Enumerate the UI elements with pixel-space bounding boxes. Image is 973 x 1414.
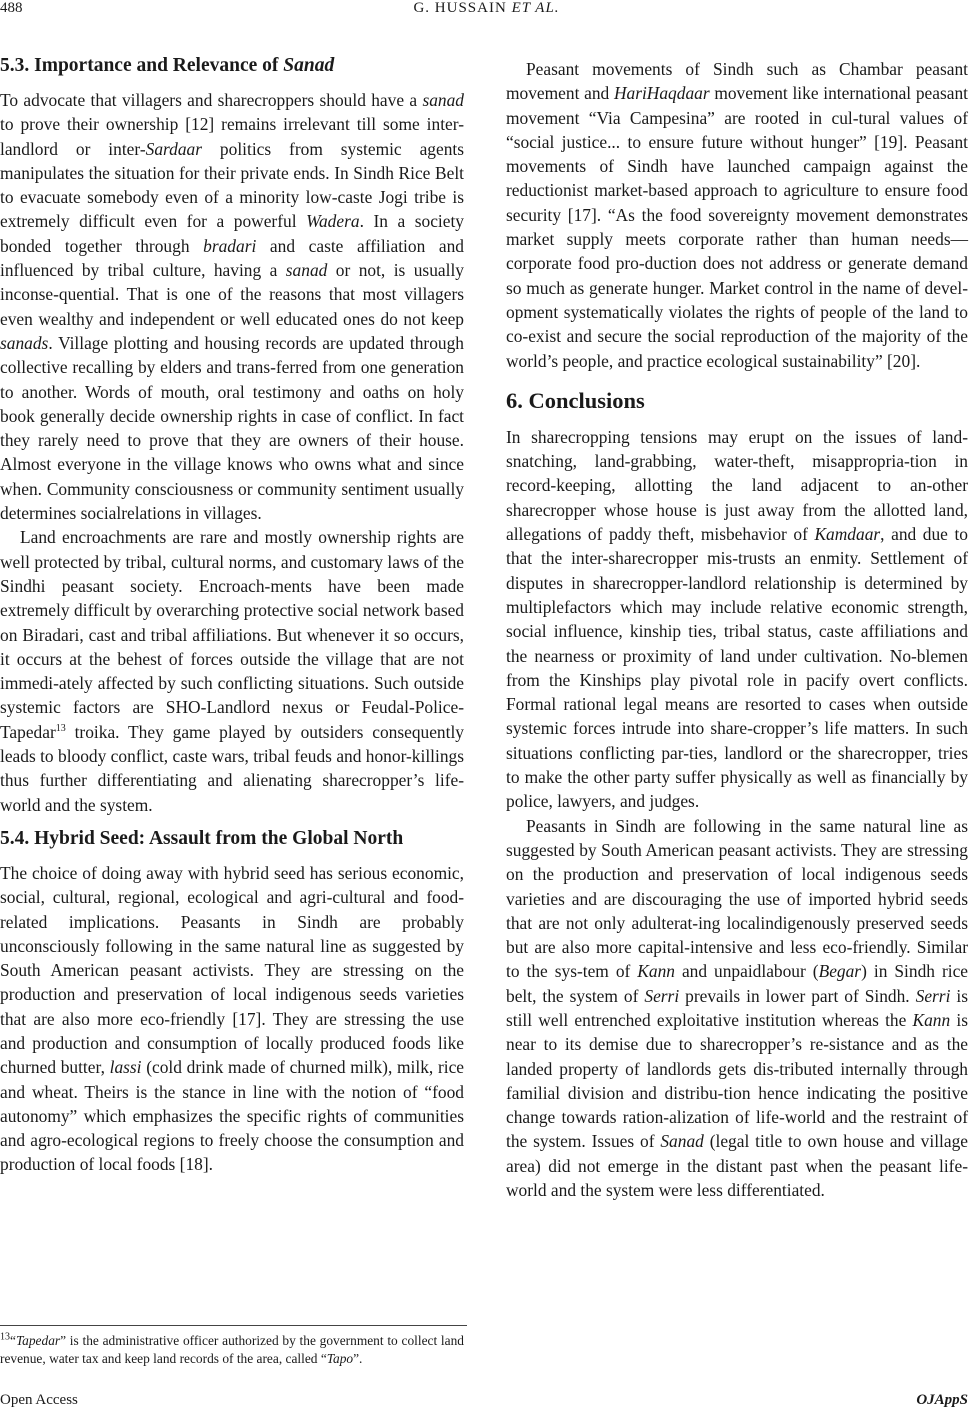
text-run: prevails in lower part of Sindh. bbox=[679, 985, 916, 1006]
footnote-13 bbox=[0, 1332, 464, 1367]
text-run: Peasants in Sindh are following in the same natural line as suggested by South American peasant activists. They are stressing on the production and preservation of local indigenous seeds varieties and are discouraging the use of imported hybrid seeds that are not only adulterat-ing localindigenously preserved seeds but are also more capital-intensive and less eco-friendly. Similar to the sys-tem of bbox=[506, 815, 968, 982]
right-column bbox=[506, 57, 968, 1202]
italic-term: Sanad bbox=[660, 1131, 704, 1152]
italic-term: Kamdaar bbox=[814, 524, 881, 545]
italic-term: Tapedar bbox=[15, 1333, 61, 1348]
text-run: politics from systemic agents manipulates the situation for their private ends. In Sindh Rice Belt to evacuate somebody even of a minority low-caste Jogi tribe is extremely difficult even for a powerful bbox=[0, 138, 465, 232]
text-run: troika. They game played by outsiders consequently leads to bloody conflict, caste wars, tribal feuds and honor-killings thus further differentiating and alienating sharecropper’s life-world and the system. bbox=[0, 721, 464, 815]
footnote-divider bbox=[0, 1325, 467, 1326]
running-head bbox=[0, 0, 973, 17]
italic-term: Serri bbox=[644, 985, 680, 1006]
section-5-4-paragraph-1 bbox=[0, 861, 464, 1177]
text-run: and caste affiliation and influenced by tribal culture, having a bbox=[0, 235, 464, 281]
text-run: is still well entrenched exploitative institution whereas the bbox=[506, 985, 968, 1030]
section-5-3-heading bbox=[0, 52, 464, 80]
section-6-heading: 6. Conclusions bbox=[506, 387, 645, 413]
text-run: The choice of doing away with hybrid seed has serious economic, social, cultural, regional, ecological and agri-cultural and food-related implications. Peasants in Sindh are probably unconsciously following in the same natural line as suggested by South American peasant activists. They are stressing on the production and preservation of local indigenous seeds varieties that are also more eco-friendly [17]. They are stressing the use and production and consumption of locally produced foods like churned butter, bbox=[0, 862, 464, 1078]
running-head-authors: G. HUSSAIN bbox=[413, 0, 507, 16]
italic-term: bradari bbox=[203, 235, 257, 256]
section-5-3-title: Importance and Relevance of bbox=[34, 55, 279, 76]
italic-term: Sardaar bbox=[145, 138, 202, 159]
text-run: movement like international peasant movement “Via Campesina” are rooted in cul-tural values of “social justice... to ensure future without hunger” [19]. Peasant movements of Sindh have launched campaign against the reductionist market-based approach to agriculture to ensure food security [17]. “As the food sovereignty movement demonstrates market supply meets corporate rather than human needs—corporate food pro-duction does not address or generate demand so much as generate hunger. Market control in the name of devel-opment systematically violates the rights of people of the land to co-exist and secure the social reproduction of the majority of the world’s people, and practice ecological sustainability” [20]. bbox=[506, 83, 968, 371]
text-run: “ bbox=[10, 1333, 16, 1348]
italic-term: Begar bbox=[818, 961, 862, 982]
italic-term: Wadera bbox=[306, 211, 360, 232]
italic-term: sanad bbox=[422, 90, 464, 110]
continued-paragraph bbox=[506, 57, 968, 373]
text-run: To advocate that villagers and sharecroppers should have a bbox=[0, 90, 423, 110]
text-run: . Village plotting and housing records are updated through collective recalling by elders and trans-ferred from one generation to another. Words of mouth, oral testimony and oaths on holy book generally decide ownership rights in case of conflict. In fact they rarely need to prove that they are owners of their house. Almost everyone in the village knows who owns what and since when. Community consciousness or community sentiment usually determines socialrelations in villages. bbox=[0, 332, 464, 524]
italic-term: lassi bbox=[109, 1057, 142, 1078]
section-5-4-heading: 5.4. Hybrid Seed: Assault from the Global North bbox=[0, 827, 404, 849]
conclusions-paragraph-2 bbox=[506, 814, 968, 1203]
text-run: ”. bbox=[353, 1350, 363, 1366]
text-run: and unpaidlabour ( bbox=[674, 961, 819, 982]
page-number: 488 bbox=[0, 0, 23, 16]
text-run: or not, is usually inconse-quential. That is one of the reasons that most villagers even wealthy and independent or well educated ones do not keep bbox=[0, 260, 464, 329]
page-footer bbox=[0, 1392, 973, 1414]
italic-term: HariHaqdaar bbox=[613, 83, 710, 104]
journal-name: OJAppS bbox=[916, 1392, 968, 1408]
text-run: (cold drink made of churned milk), milk, rice and wheat. Theirs is the stance in line with the notion of “food autonomy” which emphasizes the specific rights of communities and agro-ecological regions to freely choose the consumption and production of local foods [18]. bbox=[0, 1057, 465, 1175]
page-header bbox=[0, 0, 973, 26]
text-run: to prove their ownership [12] remains irrelevant till some inter-landlord or inter- bbox=[0, 114, 464, 159]
italic-term: Kann bbox=[637, 961, 675, 982]
running-head-etal: ET AL. bbox=[511, 0, 560, 16]
italic-term: Serri bbox=[915, 985, 951, 1006]
text-run: , and due to that the inter-sharecropper mis-trusts an enmity. Settlement of disputes in sharecropper-landlord relationship is determined by multiplefactors which may include relative economic strength, social influence, kinship ties, tribal status, caste affiliations and the nearness or proximity of land under cultivation. No-blemen from the Kinships play pivotal role in pacify overt conflicts. Formal rational legal means are resorted to cases when outside systemic forces intrude into share-cropper’s life matters. In such situations conflicting par-ties, landlord or the sharecropper, tries to make the other party suffer physically as well as financially by police, lawyers, and judges. bbox=[506, 524, 968, 812]
italic-term: Kann bbox=[912, 1009, 951, 1030]
text-run: ” is the administrative officer authorized by the government to collect land revenue, water tax and keep land records of the area, called “ bbox=[0, 1333, 464, 1366]
left-column bbox=[0, 52, 464, 1177]
italic-term: Tapo bbox=[326, 1350, 354, 1366]
text-run: Land encroachments are rare and mostly ownership rights are well protected by tribal, cultural norms, and customary laws of the Sindhi peasant society. Encroach-ments have been made extremely difficult by overarching protective social network based on Biradari, cast and tribal affiliations. But whenever it so occurs, it occurs at the behest of forces outside the village that are not immedi-ately affected by such conflicting situations. Such outside systemic factors are SHO-Landlord nexus or Feudal-Police-Tapedar bbox=[0, 527, 464, 742]
footnote-number: 13 bbox=[0, 1331, 10, 1343]
italic-term: sanads bbox=[0, 332, 49, 353]
section-5-3-paragraph-2 bbox=[0, 525, 464, 817]
section-5-3-paragraph-1 bbox=[0, 88, 464, 525]
text-run: is near to its demise due to sharecropper’s re-sistance and as the landed property of landlords gets dis-tributed internally through familial division and distribu-tion hence indicating the positive change towards ration-alization of life-world and the restraint of the system. Issues of bbox=[506, 1009, 968, 1152]
text-run: In sharecropping tensions may erupt on the issues of land-snatching, land-grabbing, water-theft, misappropria-tion in record-keeping, allotting the land adjacent to an-other sharecropper whose house is just away from the allotted land, allegations of paddy theft, misbehavior of bbox=[506, 426, 968, 545]
text-run: Peasant movements of Sindh such as Chambar peasant movement and bbox=[506, 59, 968, 104]
text-run: ) in Sindh rice belt, the system of bbox=[506, 961, 969, 1006]
open-access-label: Open Access bbox=[0, 1392, 78, 1408]
footnote-marker: 13 bbox=[55, 722, 66, 734]
text-run: . In a society bonded together through bbox=[0, 211, 465, 256]
conclusions-paragraph-1 bbox=[506, 425, 968, 814]
section-5-3-number: 5.3. bbox=[0, 55, 30, 76]
section-5-3-title-italic: Sanad bbox=[283, 55, 335, 76]
text-run: (legal title to own house and village area) did not emerge in the distant past when the peasant life-world and the system were less differentiated. bbox=[506, 1131, 968, 1201]
italic-term: sanad bbox=[285, 260, 328, 281]
